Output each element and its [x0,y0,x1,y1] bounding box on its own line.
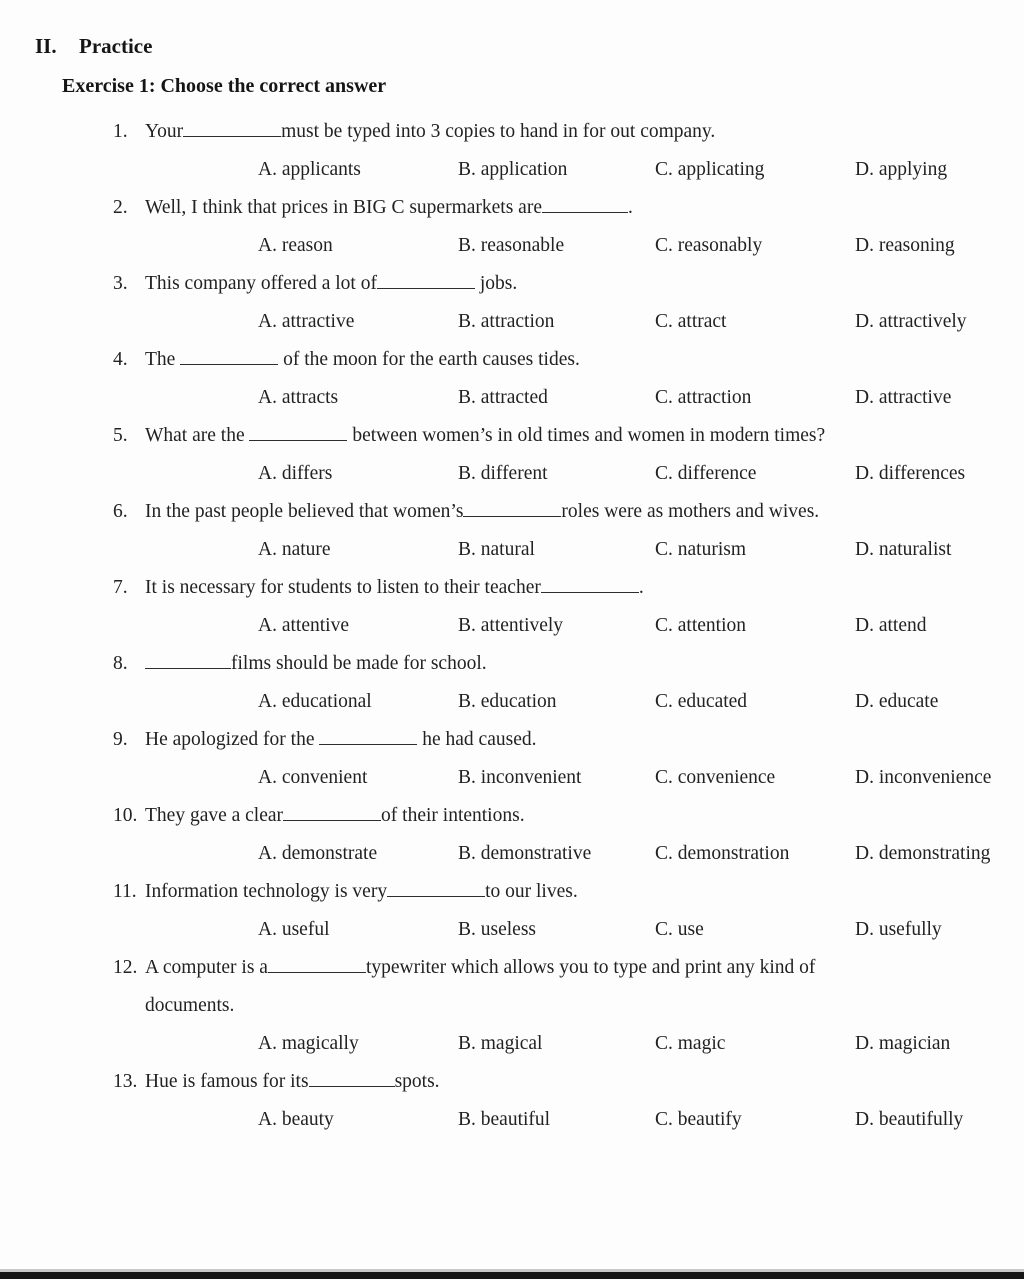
question-2 [0,189,1024,265]
exercise-title: Exercise 1: Choose the correct answer [62,75,387,97]
option-d: D. differences [855,463,966,484]
question-text [145,493,1024,531]
question-6 [0,493,1024,569]
blank-line [541,578,639,593]
question-text-before: The [145,349,181,370]
question-7 [0,569,1024,645]
question-text-before: What are the [145,425,250,446]
question-number: 5. [113,425,128,446]
question-list [0,113,1024,1139]
question-number: 8. [113,653,128,674]
question-11 [0,873,1024,949]
option-a: A. convenient [258,767,368,788]
question-text-after: of their intentions. [381,805,525,826]
option-a: A. attracts [258,387,339,408]
question-text-after: . [638,577,644,598]
question-text [145,265,1024,303]
question-8 [0,645,1024,721]
option-d: D. reasoning [855,235,955,256]
option-c: C. attraction [655,387,752,408]
blank-line [145,654,231,669]
question-text-after: roles were as mothers and wives. [561,501,820,522]
option-a: A. educational [258,691,372,712]
question-text [145,341,1024,379]
option-c: C. magic [655,1033,726,1054]
option-a: A. applicants [258,159,361,180]
option-a: A. differs [258,463,333,484]
option-c: C. applicating [655,159,765,180]
option-d: D. inconvenience [855,767,992,788]
option-d: D. attend [855,615,927,636]
blank-line [542,198,628,213]
option-b: B. reasonable [458,235,565,256]
question-text-before: In the past people believed that women’s [145,501,464,522]
option-a: A. beauty [258,1109,334,1130]
question-text-after: jobs. [474,273,518,294]
blank-line [463,502,561,517]
options-row [113,683,1024,721]
question-text [145,113,1024,151]
option-b: B. inconvenient [458,767,582,788]
option-d: D. beautifully [855,1109,964,1130]
question-text-after: . [628,197,633,218]
blank-line [319,730,417,745]
option-a: A. demonstrate [258,843,378,864]
options-row [113,531,1024,569]
option-d: D. attractively [855,311,967,332]
question-text [145,569,1024,607]
question-9 [0,721,1024,797]
options-row [113,759,1024,797]
question-text-before: It is necessary for students to listen to their teacher [145,577,541,598]
question-4 [0,341,1024,417]
question-number: 11. [113,881,137,902]
question-text [145,645,1024,683]
question-text [145,189,1024,227]
options-row [113,303,1024,341]
question-text-before: Your [145,121,184,142]
question-text [145,1063,1024,1101]
option-c: C. use [655,919,704,940]
options-row [113,455,1024,493]
option-b: B. magical [458,1033,543,1054]
option-d: D. naturalist [855,539,952,560]
option-b: B. beautiful [458,1109,551,1130]
option-d: D. usefully [855,919,942,940]
bottom-bar [0,1269,1024,1279]
question-text [145,873,1024,911]
options-row [113,1101,1024,1139]
question-text-before: This company offered a lot of [145,273,377,294]
option-b: B. attraction [458,311,555,332]
options-row [113,835,1024,873]
options-row [113,151,1024,189]
blank-line [183,122,281,137]
option-a: A. useful [258,919,330,940]
option-c: C. demonstration [655,843,790,864]
question-text-before: They gave a clear [145,805,284,826]
question-text-before: He apologized for the [145,729,320,750]
option-b: B. attentively [458,615,564,636]
question-text-continuation: documents. [145,995,235,1016]
section-title [0,26,1024,66]
blank-line [377,274,475,289]
question-12 [0,949,1024,1063]
question-number: 10. [113,805,138,826]
question-text [145,797,1024,835]
section-title-text: Practice [79,34,153,58]
question-text [145,721,1024,759]
question-13 [0,1063,1024,1139]
question-text-before: A computer is a [145,957,268,978]
option-b: B. education [458,691,557,712]
question-text-after: to our lives. [485,881,578,902]
blank-line [268,958,366,973]
option-b: B. natural [458,539,535,560]
option-d: D. educate [855,691,939,712]
option-c: C. reasonably [655,235,763,256]
question-number: 6. [113,501,128,522]
option-c: C. attention [655,615,746,636]
question-text-after: films should be made for school. [231,653,487,674]
options-row [113,607,1024,645]
question-text-after: spots. [394,1071,440,1092]
question-text-before: Well, I think that prices in BIG C supermarkets are [145,197,542,218]
option-b: B. useless [458,919,536,940]
question-text [145,949,1024,1025]
option-c: C. attract [655,311,727,332]
question-text-before: Information technology is very [145,881,388,902]
blank-line [180,350,278,365]
option-b: B. attracted [458,387,548,408]
question-text-before: Hue is famous for its [145,1071,309,1092]
question-number: 9. [113,729,128,750]
question-text-after: must be typed into 3 copies to hand in for out company. [281,121,716,142]
section-numeral: II. [35,34,57,58]
option-a: A. nature [258,539,331,560]
option-b: B. different [458,463,548,484]
question-number: 13. [113,1071,138,1092]
options-row [113,227,1024,265]
option-a: A. attractive [258,311,355,332]
option-d: D. magician [855,1033,951,1054]
blank-line [283,806,381,821]
question-number: 12. [113,957,138,978]
options-row [113,379,1024,417]
option-c: C. convenience [655,767,776,788]
question-10 [0,797,1024,873]
option-d: D. demonstrating [855,843,991,864]
question-3 [0,265,1024,341]
option-a: A. attentive [258,615,349,636]
option-d: D. applying [855,159,948,180]
question-number: 1. [113,121,128,142]
question-number: 2. [113,197,128,218]
question-number: 4. [113,349,128,370]
question-text [145,417,1024,455]
blank-line [387,882,485,897]
question-number: 7. [113,577,128,598]
option-b: B. application [458,159,568,180]
option-a: A. magically [258,1033,359,1054]
question-text-after: typewriter which allows you to type and print any kind of [365,957,816,978]
question-text-after: of the moon for the earth causes tides. [278,349,580,370]
options-row [113,911,1024,949]
option-c: C. educated [655,691,748,712]
option-c: C. naturism [655,539,746,560]
option-d: D. attractive [855,387,952,408]
blank-line [309,1072,395,1087]
question-text-after: he had caused. [417,729,537,750]
option-c: C. beautify [655,1109,742,1130]
question-1 [0,113,1024,189]
question-text-after: between women’s in old times and women in modern times? [347,425,826,446]
blank-line [249,426,347,441]
option-c: C. difference [655,463,757,484]
option-a: A. reason [258,235,333,256]
question-number: 3. [113,273,128,294]
question-5 [0,417,1024,493]
options-row [113,1025,1024,1063]
option-b: B. demonstrative [458,843,592,864]
